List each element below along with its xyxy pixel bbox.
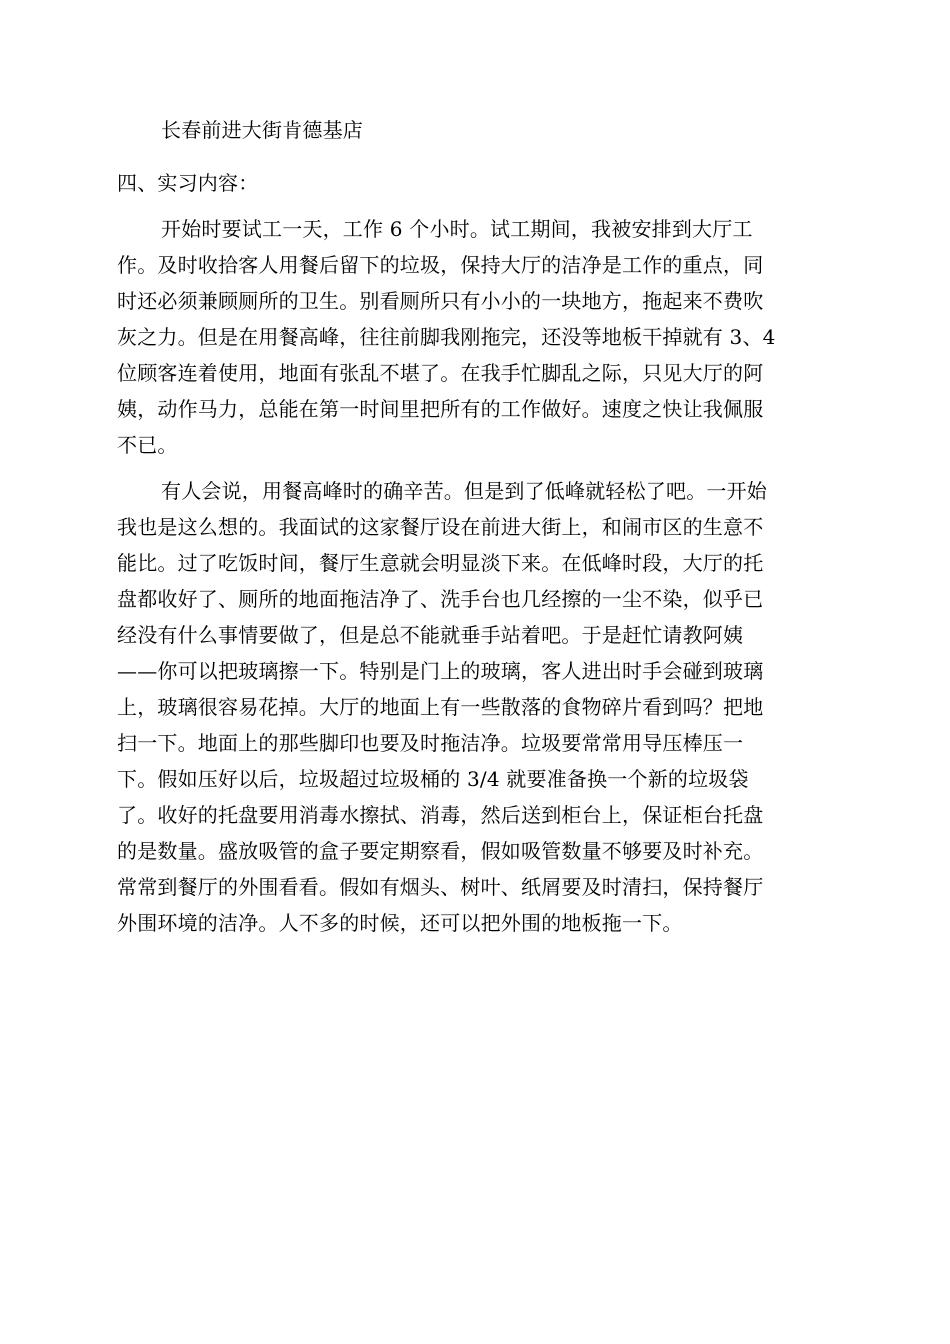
paragraph-line: 不已。 <box>117 433 178 457</box>
paragraph-line: 姨，动作马力，总能在第一时间里把所有的工作做好。速度之快让我佩服 <box>117 397 764 421</box>
paragraph-line: 作。及时收拾客人用餐后留下的垃圾，保持大厅的洁净是工作的重点，同 <box>117 253 764 277</box>
paragraph-line: 外围环境的洁净。人不多的时候，还可以把外围的地板拖一下。 <box>117 911 683 935</box>
spacer <box>117 148 831 165</box>
paragraph-line: 我也是这么想的。我面试的这家餐厅设在前进大街上，和闹市区的生意不 <box>117 515 764 539</box>
paragraph-line: 下。假如压好以后，垃圾超过垃圾桶的 3/4 就要准备换一个新的垃圾袋 <box>117 767 749 791</box>
paragraph-2 <box>117 473 831 941</box>
paragraph-line: 位顾客连着使用，地面有张乱不堪了。在我手忙脚乱之际，只见大厅的阿 <box>117 361 764 385</box>
paragraph-line: 时还必须兼顾厕所的卫生。别看厕所只有小小的一块地方，拖起来不费吹 <box>117 289 764 313</box>
paragraph-line: 经没有什么事情要做了，但是总不能就垂手站着吧。于是赶忙请教阿姨 <box>117 623 744 647</box>
paragraph-line: 上，玻璃很容易花掉。大厅的地面上有一些散落的食物碎片看到吗？把地 <box>117 695 764 719</box>
paragraph-line: 灰之力。但是在用餐高峰，往往前脚我刚拖完，还没等地板干掉就有 3、4 <box>117 325 776 349</box>
document-body <box>117 112 831 941</box>
paragraph-line: 盘都收好了、厕所的地面拖洁净了、洗手台也几经擦的一尘不染，似乎已 <box>117 587 764 611</box>
paragraph-line: 常常到餐厅的外围看看。假如有烟头、树叶、纸屑要及时清扫，保持餐厅 <box>117 875 764 899</box>
paragraph-line: ——你可以把玻璃擦一下。特别是门上的玻璃，客人进出时手会碰到玻璃 <box>117 659 764 683</box>
paragraph-line: 有人会说，用餐高峰时的确辛苦。但是到了低峰就轻松了吧。一开始 <box>161 479 767 503</box>
paragraph-line: 了。收好的托盘要用消毒水擦拭、消毒，然后送到柜台上，保证柜台托盘 <box>117 803 764 827</box>
paragraph-line: 的是数量。盛放吸管的盒子要定期察看，假如吸管数量不够要及时补充。 <box>117 839 764 863</box>
location-line: 长春前进大街肯德基店 <box>161 118 363 142</box>
spacer <box>117 201 831 211</box>
paragraph-line: 能比。过了吃饭时间，餐厅生意就会明显淡下来。在低峰时段，大厅的托 <box>117 551 764 575</box>
paragraph-line: 开始时要试工一天，工作 6 个小时。试工期间，我被安排到大厅工 <box>161 217 753 241</box>
section-heading: 四、实习内容： <box>117 171 259 195</box>
paragraph-1 <box>117 211 831 463</box>
paragraph-line: 扫一下。地面上的那些脚印也要及时拖洁净。垃圾要常常用导压棒压一 <box>117 731 744 755</box>
spacer <box>117 463 831 473</box>
